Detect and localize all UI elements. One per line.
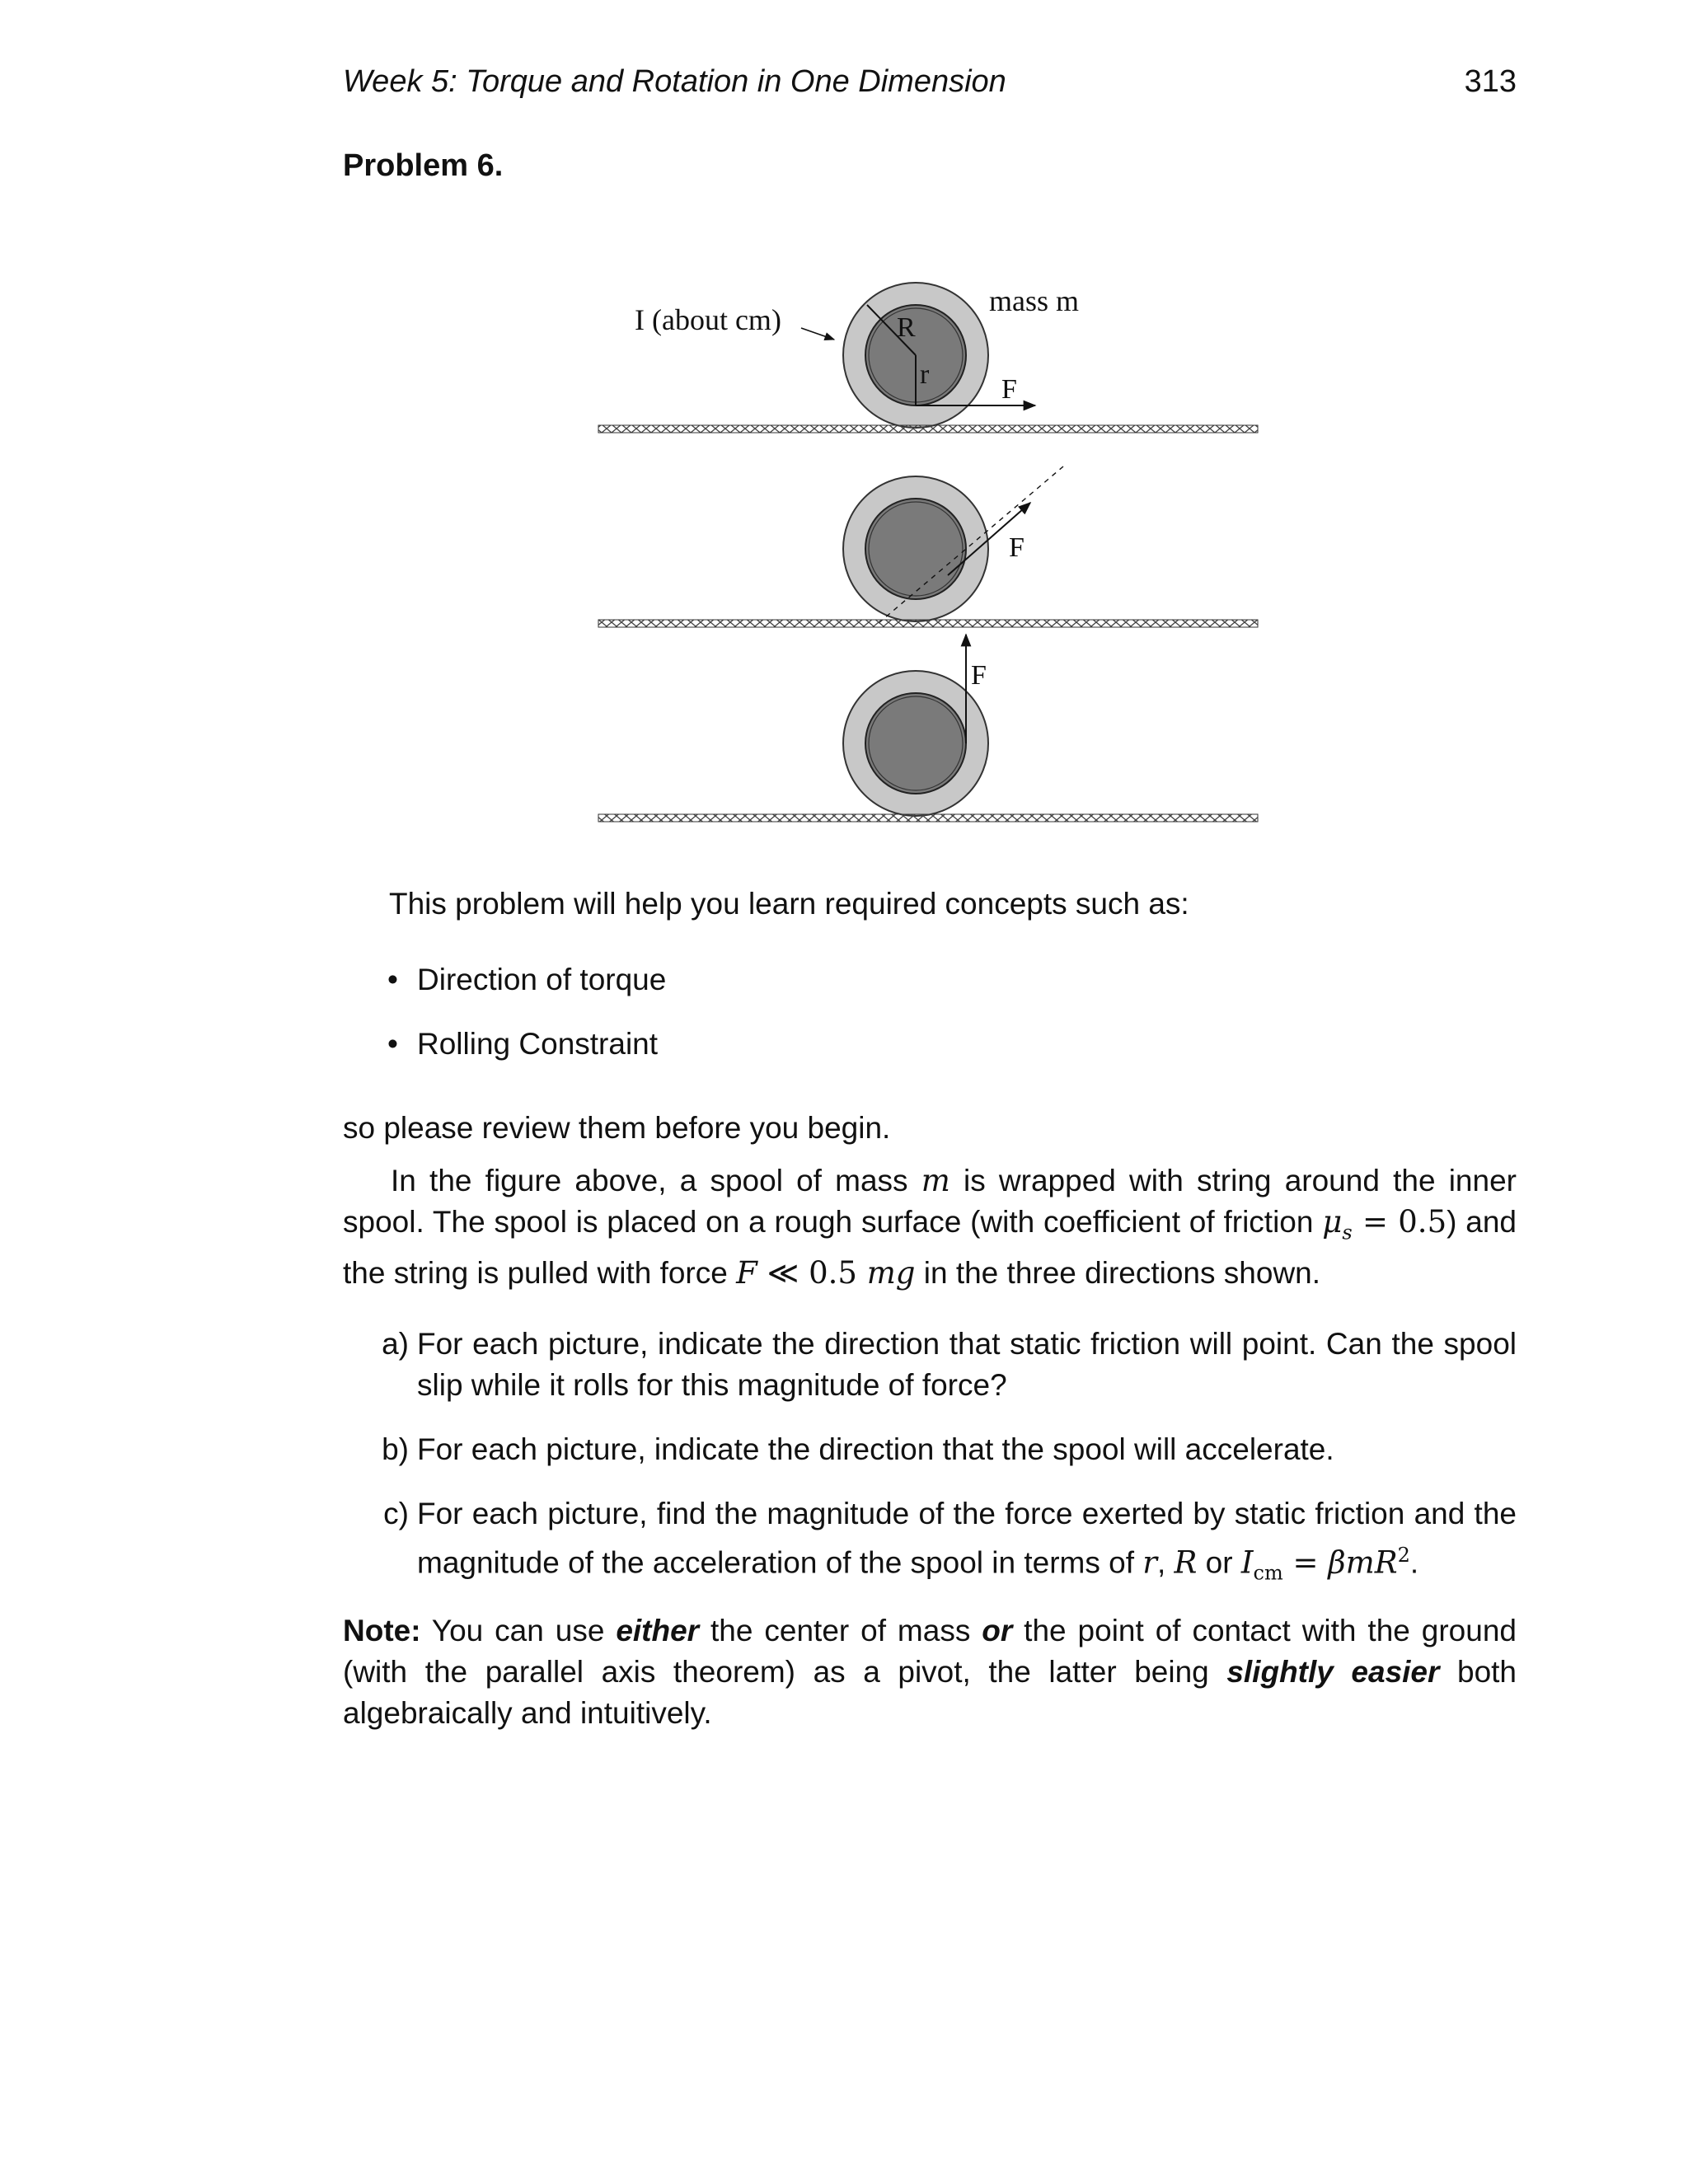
problem-title: Problem 6. [343,148,504,183]
inertia-pointer [801,328,834,340]
label-force-1: F [1001,374,1017,405]
ground-2 [598,620,1258,627]
part-text: For each picture, indicate the direction that static friction will point. Can the spool slip while it rolls for this magnitude of force? [417,1327,1517,1402]
spool-horizontal-pull [635,283,1079,428]
ground-1 [598,425,1258,433]
page-number: 313 [1464,64,1517,99]
review-text: so please review them before you begin. [343,1111,891,1145]
label-force-2: F [1009,532,1025,563]
part-text: For each picture, find the magnitude of the force exerted by static friction and the magnitude of the acceleration of the spool in terms of r, R or $I_{cm} = \beta mR^2$. [417,1497,1517,1585]
part-b [369,1429,1517,1470]
problem-paragraph: In the figure above, a spool of mass m is wrapped with string around the inner spool. The spool is placed on a rough surface (with coefficient of friction $\mu_s = 0.5$) and the string is pulled with force F ≪ 0.5 mg in the three directions shown. [343,1163,1517,1291]
concept-item: • Direction of torque [387,963,667,996]
concept-label: Direction of torque [417,963,667,996]
spool-figure [577,264,1286,841]
part-label: a) [382,1327,409,1361]
label-R: R [897,312,916,343]
part-label: b) [382,1432,409,1466]
concept-label: Rolling Constraint [417,1027,659,1061]
label-r: r [920,359,930,390]
concept-item: • Rolling Constraint [387,1027,659,1061]
intro-text: This problem will help you learn required concepts such as: [389,887,1189,921]
note-label: Note: [343,1614,421,1647]
label-force-3: F [971,660,987,691]
running-header: Week 5: Torque and Rotation in One Dimension [343,64,1006,99]
part-label: c) [383,1497,409,1530]
part-text: For each picture, indicate the direction that the spool will accelerate. [417,1432,1334,1466]
inner-spool-3 [865,693,966,794]
label-mass: mass m [989,284,1080,317]
spool-vertical-pull [843,635,988,816]
part-a [369,1324,1517,1406]
ground-3 [598,814,1258,822]
part-c [369,1493,1517,1594]
note-paragraph: Note: You can use either the center of mass or the point of contact with the ground (with the parallel axis theorem) as a pivot, the latter being slightly easier both algebraically and intuitively. [343,1614,1517,1730]
label-inertia: I (about cm) [635,303,781,336]
inner-spool-2 [865,499,966,599]
spool-angled-pull [843,466,1063,623]
